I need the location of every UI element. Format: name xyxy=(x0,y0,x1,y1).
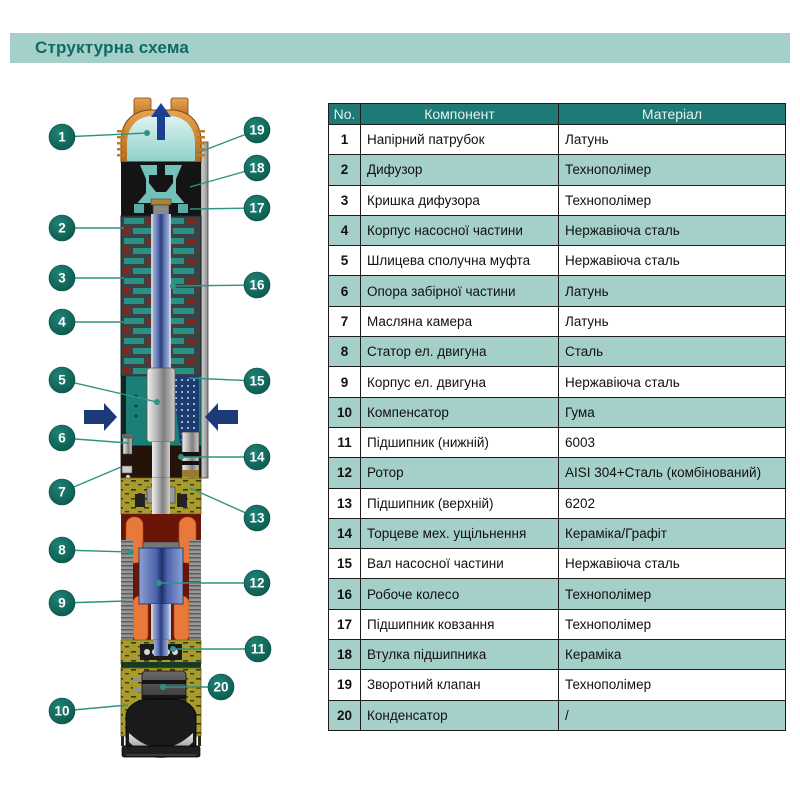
table-header-row xyxy=(329,104,786,125)
cell-component: Напірний патрубок xyxy=(361,125,559,155)
callout-1 xyxy=(49,124,75,150)
cell-material: Латунь xyxy=(559,306,786,336)
cell-material: Нержавіюча сталь xyxy=(559,367,786,397)
svg-text:9: 9 xyxy=(58,595,66,611)
svg-text:4: 4 xyxy=(58,314,66,330)
cell-no: 11 xyxy=(329,427,361,457)
cell-no: 15 xyxy=(329,549,361,579)
cell-component: Підшипник ковзання xyxy=(361,609,559,639)
cell-component: Втулка підшипника xyxy=(361,640,559,670)
motor-section xyxy=(121,514,201,646)
cell-material: Технополімер xyxy=(559,670,786,700)
cell-material: / xyxy=(559,700,786,730)
cell-material: Кераміка xyxy=(559,640,786,670)
cell-no: 4 xyxy=(329,215,361,245)
callout-13 xyxy=(244,505,270,531)
cell-component: Конденсатор xyxy=(361,700,559,730)
table-row xyxy=(329,276,786,306)
table-row xyxy=(329,549,786,579)
svg-text:14: 14 xyxy=(249,449,265,465)
cell-component: Підшипник (нижній) xyxy=(361,427,559,457)
svg-text:11: 11 xyxy=(250,641,266,657)
callout-16 xyxy=(244,272,270,298)
col-header-no: No. xyxy=(329,104,361,125)
cell-component: Робоче колесо xyxy=(361,579,559,609)
leader-dot-1 xyxy=(144,130,150,136)
svg-text:1: 1 xyxy=(58,129,66,145)
cell-material: Нержавіюча сталь xyxy=(559,246,786,276)
cell-no: 7 xyxy=(329,306,361,336)
table-row xyxy=(329,609,786,639)
svg-text:10: 10 xyxy=(54,703,70,719)
leader-dot-14 xyxy=(178,454,184,460)
leader-dot-8 xyxy=(128,549,134,555)
table-row xyxy=(329,427,786,457)
table-row xyxy=(329,367,786,397)
callout-5 xyxy=(49,367,75,393)
svg-text:7: 7 xyxy=(58,484,66,500)
cell-material: 6003 xyxy=(559,427,786,457)
callout-10 xyxy=(49,698,75,724)
svg-text:6: 6 xyxy=(58,430,66,446)
cell-material: Латунь xyxy=(559,125,786,155)
cell-material: Гума xyxy=(559,397,786,427)
cell-no: 5 xyxy=(329,246,361,276)
callout-12 xyxy=(244,570,270,596)
cell-no: 20 xyxy=(329,700,361,730)
cell-component: Опора забірної частини xyxy=(361,276,559,306)
section-title: Структурна схема xyxy=(35,38,190,57)
cell-no: 9 xyxy=(329,367,361,397)
callout-6 xyxy=(49,425,75,451)
svg-text:3: 3 xyxy=(58,270,66,286)
callout-11 xyxy=(245,636,271,662)
cell-component: Дифузор xyxy=(361,155,559,185)
table-row xyxy=(329,246,786,276)
leader-dot-20 xyxy=(160,684,166,690)
callout-7 xyxy=(49,479,75,505)
callout-9 xyxy=(49,590,75,616)
table-row xyxy=(329,155,786,185)
cell-material: Кераміка/Графіт xyxy=(559,518,786,548)
callout-14 xyxy=(244,444,270,470)
callout-17 xyxy=(244,195,270,221)
svg-text:19: 19 xyxy=(249,122,265,138)
intake-arrow-right xyxy=(205,403,238,431)
cell-no: 16 xyxy=(329,579,361,609)
svg-text:12: 12 xyxy=(249,575,265,591)
cell-no: 3 xyxy=(329,185,361,215)
cell-no: 13 xyxy=(329,488,361,518)
cell-component: Компенсатор xyxy=(361,397,559,427)
callout-3 xyxy=(49,265,75,291)
cell-component: Шлицева сполучна муфта xyxy=(361,246,559,276)
cell-no: 6 xyxy=(329,276,361,306)
svg-text:15: 15 xyxy=(249,373,265,389)
col-header-component: Компонент xyxy=(361,104,559,125)
callout-8 xyxy=(49,537,75,563)
cell-component: Торцеве мех. ущільнення xyxy=(361,518,559,548)
table-row xyxy=(329,640,786,670)
cell-material: Латунь xyxy=(559,276,786,306)
leader-dot-16 xyxy=(170,283,176,289)
components-table xyxy=(328,103,786,731)
callout-4 xyxy=(49,309,75,335)
svg-text:17: 17 xyxy=(249,200,265,216)
leader-dot-12 xyxy=(156,580,162,586)
col-header-material: Матеріал xyxy=(559,104,786,125)
bottom-cap xyxy=(122,699,200,758)
cell-material: Технополімер xyxy=(559,155,786,185)
cell-no: 1 xyxy=(329,125,361,155)
cell-component: Підшипник (верхній) xyxy=(361,488,559,518)
cell-no: 10 xyxy=(329,397,361,427)
cell-no: 14 xyxy=(329,518,361,548)
check-valve-section xyxy=(121,162,201,216)
pump-shaft-upper xyxy=(151,214,171,376)
cell-material: Технополімер xyxy=(559,185,786,215)
pump-structural-diagram xyxy=(0,88,330,788)
cell-component: Ротор xyxy=(361,458,559,488)
cell-no: 2 xyxy=(329,155,361,185)
cell-component: Зворотний клапан xyxy=(361,670,559,700)
callout-20 xyxy=(208,674,234,700)
cell-material: Технополімер xyxy=(559,609,786,639)
table-row xyxy=(329,670,786,700)
cell-no: 18 xyxy=(329,640,361,670)
svg-text:16: 16 xyxy=(249,277,265,293)
svg-text:18: 18 xyxy=(249,160,265,176)
cell-material: Нержавіюча сталь xyxy=(559,215,786,245)
cell-component: Вал насосної частини xyxy=(361,549,559,579)
svg-text:2: 2 xyxy=(58,220,66,236)
leader-dot-5 xyxy=(154,399,160,405)
table-row xyxy=(329,579,786,609)
table-row xyxy=(329,700,786,730)
table-row xyxy=(329,397,786,427)
table-row xyxy=(329,488,786,518)
table-row xyxy=(329,215,786,245)
cell-material: 6202 xyxy=(559,488,786,518)
cell-component: Корпус ел. двигуна xyxy=(361,367,559,397)
svg-text:8: 8 xyxy=(58,542,66,558)
lower-bearing-band xyxy=(121,640,201,668)
table-row xyxy=(329,518,786,548)
table-row xyxy=(329,458,786,488)
cell-material: Нержавіюча сталь xyxy=(559,549,786,579)
leader-dot-11 xyxy=(170,646,176,652)
callout-19 xyxy=(244,117,270,143)
callout-2 xyxy=(49,215,75,241)
table-row xyxy=(329,125,786,155)
table-row xyxy=(329,185,786,215)
svg-text:13: 13 xyxy=(249,510,265,526)
cell-component: Масляна камера xyxy=(361,306,559,336)
cell-material: Сталь xyxy=(559,337,786,367)
oil-chamber xyxy=(121,478,201,514)
cell-no: 19 xyxy=(329,670,361,700)
table-body xyxy=(329,125,786,731)
cell-no: 12 xyxy=(329,458,361,488)
pump-outlet-cap xyxy=(117,98,205,162)
cell-no: 17 xyxy=(329,609,361,639)
cell-material: AISI 304+Сталь (комбінований) xyxy=(559,458,786,488)
cell-component: Статор ел. двигуна xyxy=(361,337,559,367)
section-title-band xyxy=(10,33,790,63)
cell-component: Кришка дифузора xyxy=(361,185,559,215)
callout-15 xyxy=(244,368,270,394)
table-row xyxy=(329,337,786,367)
cell-no: 8 xyxy=(329,337,361,367)
svg-text:5: 5 xyxy=(58,372,66,388)
table-row xyxy=(329,306,786,336)
cell-material: Технополімер xyxy=(559,579,786,609)
callout-18 xyxy=(244,155,270,181)
svg-text:20: 20 xyxy=(213,679,229,695)
intake-arrow-left xyxy=(84,403,117,431)
cell-component: Корпус насосної частини xyxy=(361,215,559,245)
